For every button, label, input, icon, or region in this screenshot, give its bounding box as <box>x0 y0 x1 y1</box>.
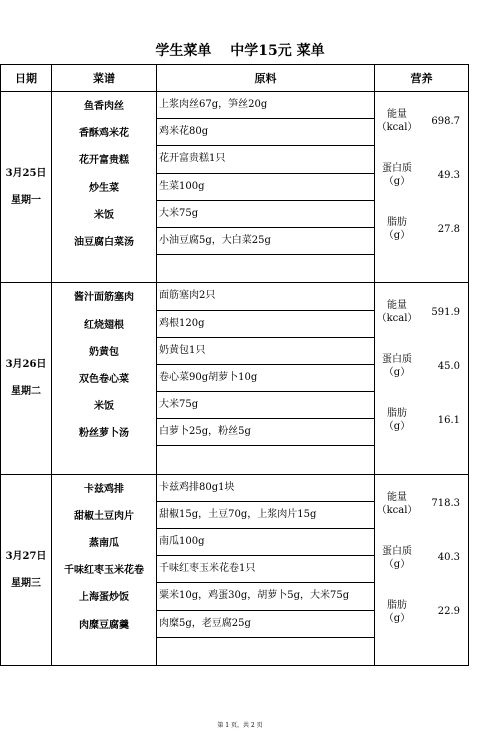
dish-name: 甜椒土豆肉片 <box>74 510 134 522</box>
dish-name: 油豆腐白菜汤 <box>74 236 134 248</box>
dish-name: 香酥鸡米花 <box>79 128 129 140</box>
ingredient-line: 千味红枣玉米花卷1只 <box>157 556 374 583</box>
nutrition-row <box>375 285 468 339</box>
nutrition-label: 蛋白质 （g） <box>382 163 412 187</box>
dish-name: 双色卷心菜 <box>79 373 129 385</box>
ingredient-line: 面筋塞肉2只 <box>157 283 374 310</box>
dish-name: 酱汁面筋塞肉 <box>74 292 134 304</box>
dish-name: 鱼香肉丝 <box>84 101 124 112</box>
nutrition-row <box>375 477 468 531</box>
day-date: 3月27日 <box>5 550 47 562</box>
dish-name: 蒸南瓜 <box>89 538 119 549</box>
dish-name: 炒生菜 <box>89 182 119 194</box>
day-weekday: 星期一 <box>11 195 41 207</box>
nutrition-row <box>375 585 468 639</box>
nutrition-label: 脂肪 （g） <box>383 408 411 433</box>
nutrition-row <box>375 393 468 447</box>
ingredient-line: 大米75g <box>157 392 374 419</box>
menu-table <box>0 64 469 666</box>
ingredient-line: 白萝卜25g，粉丝5g <box>157 419 374 446</box>
nutrition-value: 698.7 <box>431 115 460 127</box>
day-date: 3月26日 <box>5 359 47 371</box>
nutrition-label: 能量 （kcal） <box>376 109 418 133</box>
dishes-cell <box>52 283 157 474</box>
nutrition-label: 蛋白质 （g） <box>382 354 412 379</box>
dishes-cell <box>52 474 157 665</box>
ingredient-empty <box>157 446 374 473</box>
dish-name: 米饭 <box>94 401 114 413</box>
nutrition-value: 591.9 <box>431 306 460 318</box>
ingredient-empty <box>157 255 374 282</box>
ingredient-line: 上浆肉丝67g，笋丝20g <box>157 92 374 119</box>
dish-name: 红烧翅根 <box>84 319 124 331</box>
dish-name: 奶黄包 <box>89 346 119 358</box>
nutrition-label: 脂肪 （g） <box>383 217 411 241</box>
ingredient-line: 小油豆腐5g，大白菜25g <box>157 228 374 255</box>
ingredient-line: 生菜100g <box>157 174 374 201</box>
day-cell <box>1 283 52 474</box>
nutrition-value: 40.3 <box>437 552 460 564</box>
ingredient-line: 奶黄包1只 <box>157 338 374 365</box>
nutrition-label: 脂肪 （g） <box>383 599 411 624</box>
nutrition-cell <box>375 474 469 665</box>
day-row <box>1 92 469 283</box>
dish-name: 卡兹鸡排 <box>84 483 124 495</box>
ingredient-line: 大米75g <box>157 201 374 228</box>
dish-name: 粉丝萝卜汤 <box>79 428 129 440</box>
nutrition-cell <box>375 283 469 474</box>
header-row <box>1 65 469 92</box>
header-date: 日期 <box>1 65 52 92</box>
dish-name: 肉糜豆腐羹 <box>79 619 129 631</box>
dish-name: 千味红枣玉米花卷 <box>64 565 144 577</box>
nutrition-label: 能量 （kcal） <box>376 300 418 325</box>
ingredient-line: 肉糜5g，老豆腐25g <box>157 611 374 638</box>
ingredients-cell <box>157 92 375 283</box>
ingredient-line: 花开富贵糕1只 <box>157 146 374 173</box>
nutrition-row <box>375 202 468 256</box>
nutrition-value: 45.0 <box>437 360 460 372</box>
page-footer: 第 1 页，共 2 页 <box>217 722 263 729</box>
nutrition-label: 蛋白质 （g） <box>382 545 412 570</box>
ingredient-empty <box>157 638 374 665</box>
nutrition-label: 能量 （kcal） <box>376 491 418 516</box>
dish-name: 上海蛋炒饭 <box>79 592 129 604</box>
day-cell <box>1 92 52 283</box>
header-dishes: 菜谱 <box>52 65 157 92</box>
nutrition-cell <box>375 92 469 283</box>
day-date: 3月25日 <box>5 168 47 180</box>
page-title: 学生菜单 中学15元 菜单 <box>155 43 325 59</box>
header-nutrition: 营养 <box>375 65 469 92</box>
day-row <box>1 283 469 474</box>
ingredient-line: 鸡根120g <box>157 311 374 338</box>
dish-name: 米饭 <box>94 209 114 221</box>
day-weekday: 星期二 <box>11 386 41 398</box>
nutrition-row <box>375 148 468 202</box>
nutrition-row <box>375 531 468 585</box>
day-cell <box>1 474 52 665</box>
ingredient-line: 南瓜100g <box>157 529 374 556</box>
dish-name: 花开富贵糕 <box>79 155 129 167</box>
nutrition-value: 22.9 <box>437 606 460 618</box>
ingredient-line: 粟米10g，鸡蛋30g，胡萝卜5g，大米75g <box>157 583 374 610</box>
ingredient-line: 卷心菜90g胡萝卜10g <box>157 365 374 392</box>
day-row <box>1 474 469 665</box>
nutrition-value: 16.1 <box>437 414 460 426</box>
dishes-cell <box>52 92 157 283</box>
nutrition-row <box>375 94 468 148</box>
ingredients-cell <box>157 283 375 474</box>
ingredient-line: 卡兹鸡排80g1块 <box>157 475 374 502</box>
ingredients-cell <box>157 474 375 665</box>
header-ingredients: 原料 <box>157 65 375 92</box>
nutrition-row <box>375 339 468 393</box>
nutrition-value: 49.3 <box>437 169 460 181</box>
ingredient-line: 甜椒15g，土豆70g，上浆肉片15g <box>157 502 374 529</box>
ingredient-line: 鸡米花80g <box>157 119 374 146</box>
nutrition-value: 718.3 <box>431 498 460 510</box>
day-weekday: 星期三 <box>11 577 41 589</box>
nutrition-value: 27.8 <box>437 223 460 235</box>
